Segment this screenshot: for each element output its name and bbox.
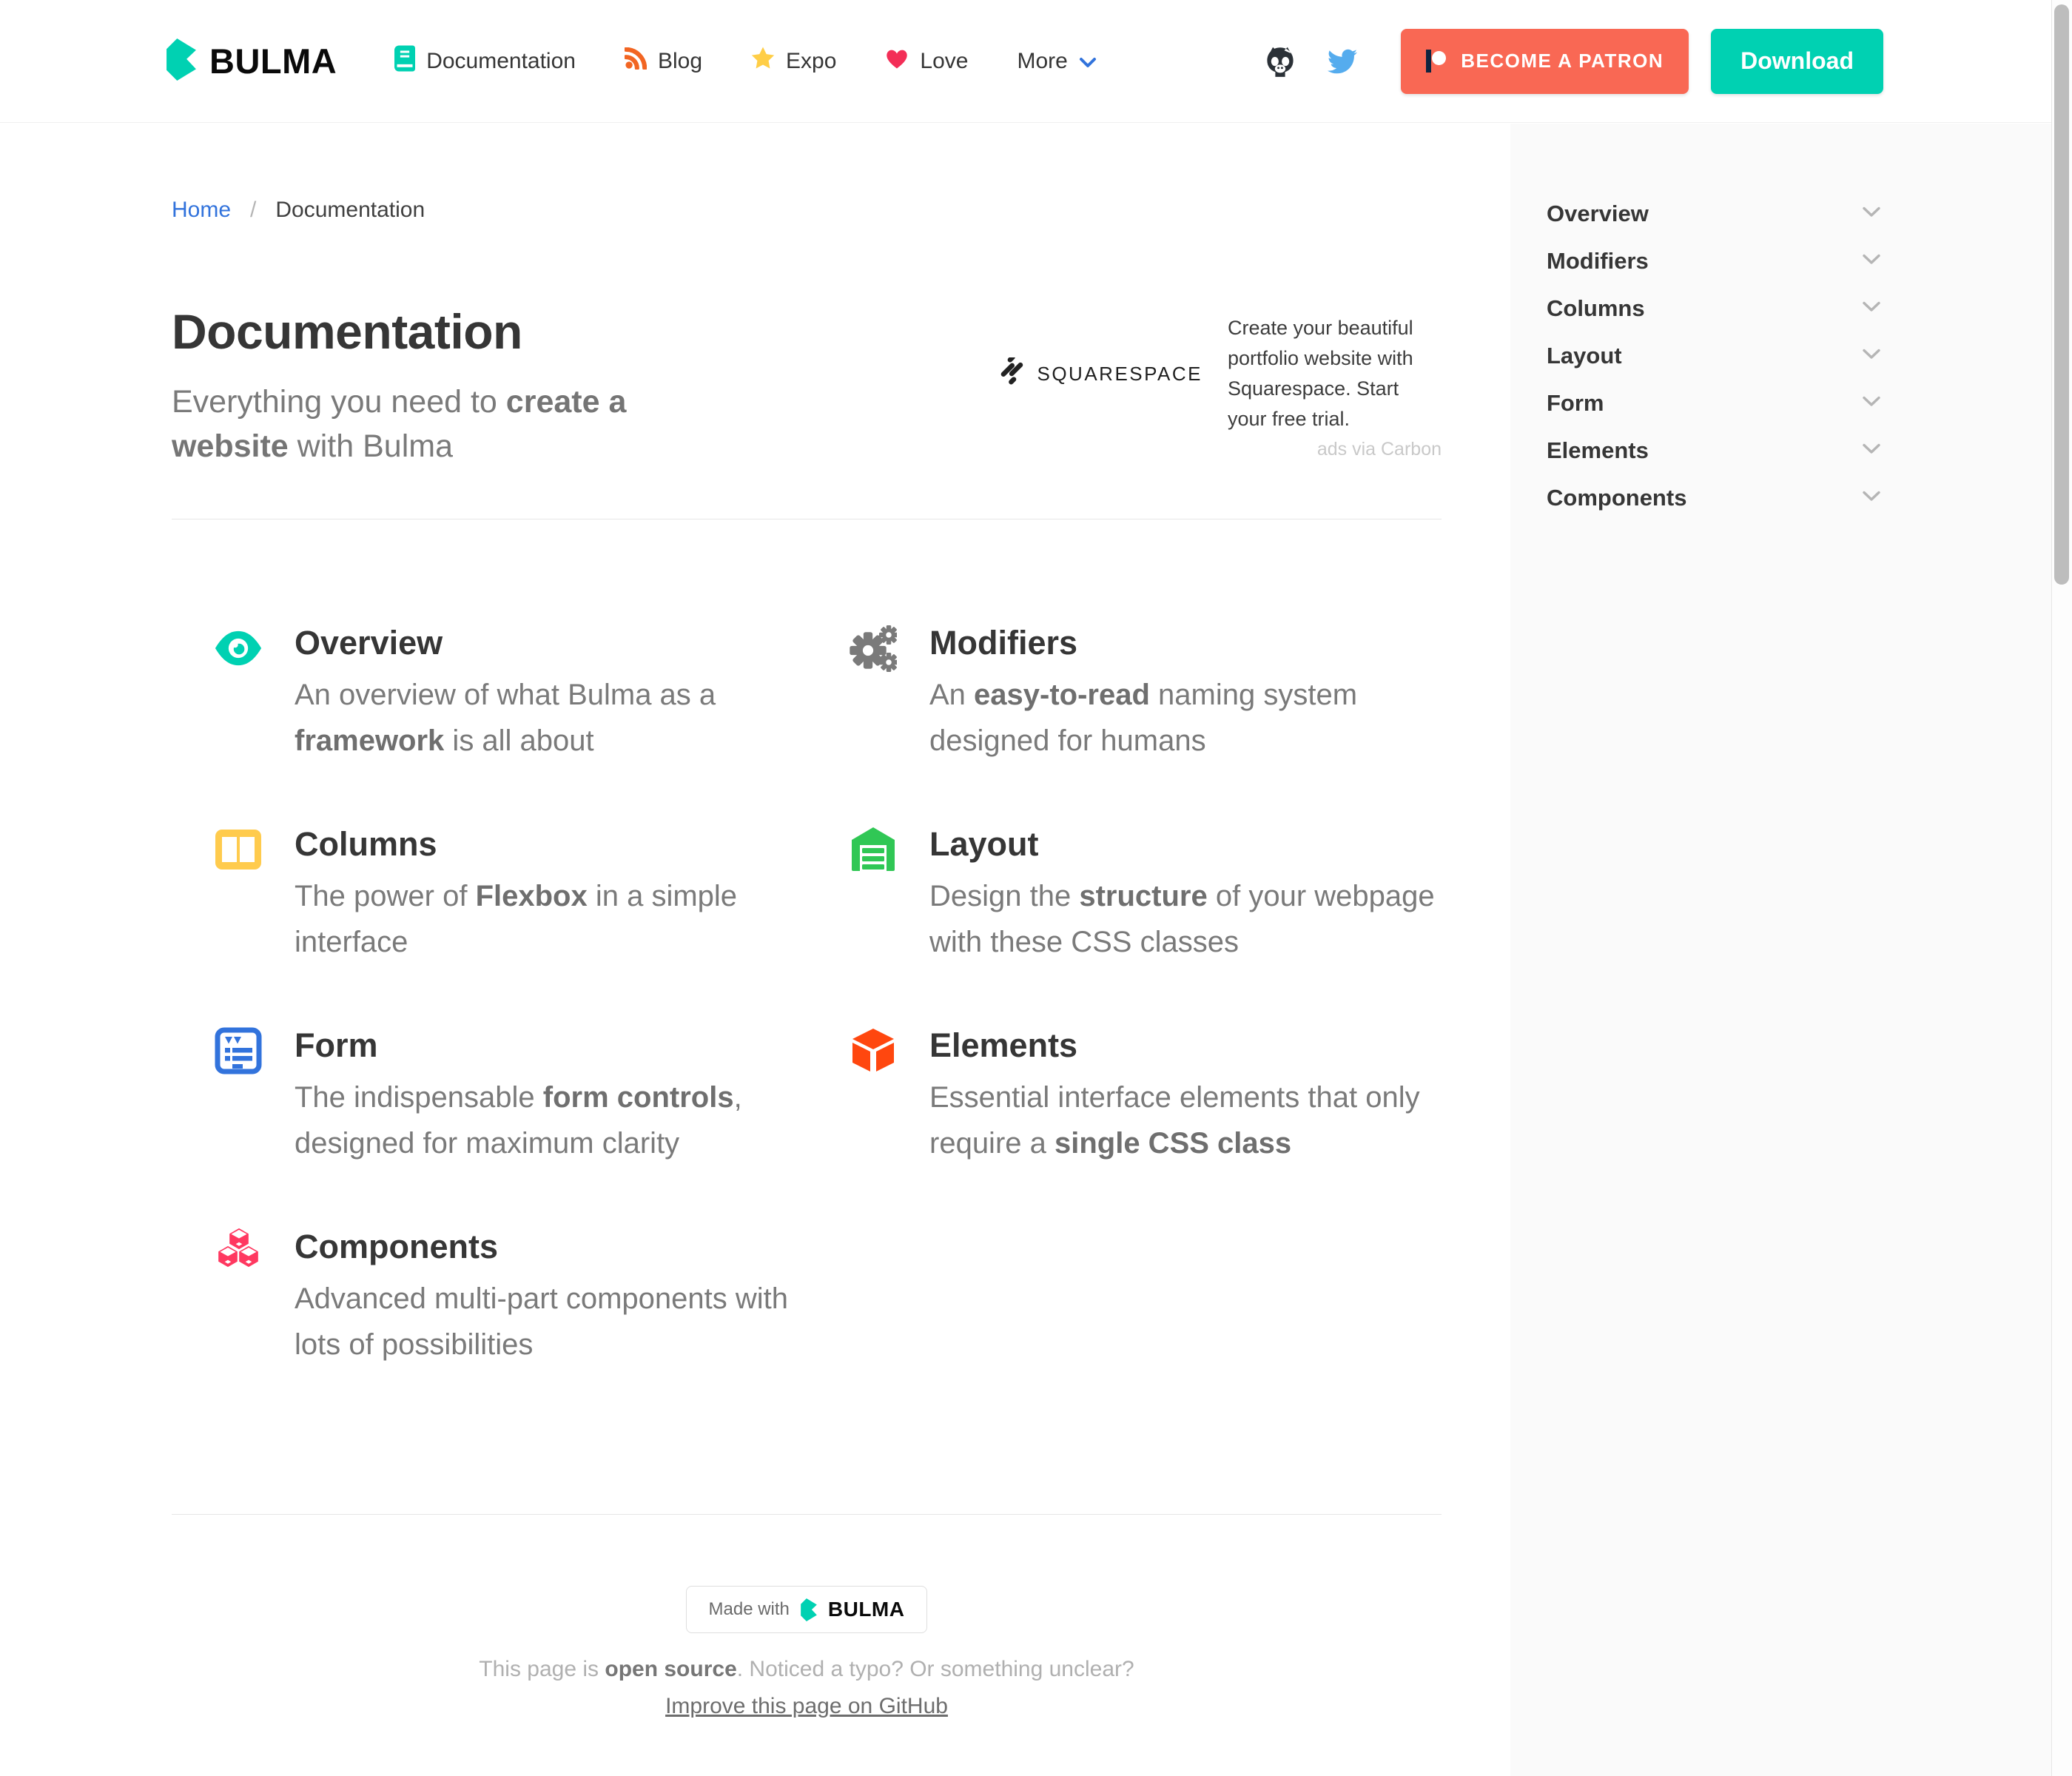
header-row: [172, 304, 1442, 468]
card-text: [929, 623, 1447, 764]
sidebar-item-layout[interactable]: [1547, 332, 1881, 380]
desc-text: , designed for maximum clarity: [295, 1081, 742, 1160]
sidebar-item-components[interactable]: [1547, 474, 1881, 522]
nav-item-more[interactable]: [1017, 49, 1096, 74]
sidebar: [1510, 124, 2072, 1776]
desc-text: Essential interface elements that only require a: [929, 1081, 1420, 1160]
card-elements[interactable]: [850, 1026, 1484, 1227]
chevron-down-icon[interactable]: [1862, 491, 1881, 505]
nav-label: Documentation: [426, 48, 576, 73]
chevron-down-icon[interactable]: [1862, 443, 1881, 458]
desc-bold: structure: [1079, 880, 1208, 913]
heart-icon: [885, 47, 909, 75]
nav-item-love[interactable]: [885, 47, 968, 75]
book-icon: [394, 45, 415, 78]
card-desc: [929, 873, 1447, 965]
card-overview[interactable]: [215, 623, 850, 824]
docs-grid: [172, 623, 1442, 1428]
sidebar-item-elements[interactable]: [1547, 427, 1881, 474]
scrollbar-track[interactable]: [2051, 0, 2072, 1776]
badge-brand: BULMA: [827, 1598, 905, 1621]
squarespace-logo: [1009, 357, 1202, 391]
title-block: [172, 304, 712, 468]
desc-text: of your webpage with these CSS classes: [929, 880, 1435, 959]
carbon-ad: [1009, 313, 1442, 468]
twitter-icon[interactable]: [1325, 47, 1359, 76]
subtitle-text: with Bulma: [288, 428, 453, 465]
card-text: [295, 1227, 813, 1368]
breadcrumb-separator: /: [250, 198, 257, 222]
desc-text: The power of: [295, 880, 476, 913]
chevron-down-icon[interactable]: [1862, 206, 1881, 221]
github-icon[interactable]: [1263, 45, 1297, 78]
desc-bold: easy-to-read: [974, 679, 1150, 712]
sidebar-label: Overview: [1547, 201, 1649, 226]
card-title: Modifiers: [929, 624, 1078, 662]
card-text: [295, 824, 813, 965]
desc-bold: framework: [295, 724, 445, 758]
patreon-icon: [1426, 50, 1446, 73]
card-text: [295, 623, 813, 764]
nav-item-expo[interactable]: [751, 47, 836, 75]
breadcrumb-current: Documentation: [275, 198, 426, 222]
desc-text: naming system designed for humans: [929, 679, 1358, 758]
breadcrumb: [172, 198, 1442, 223]
nav-label: Love: [920, 48, 969, 73]
sidebar-label: Elements: [1547, 437, 1649, 463]
navbar-links: [394, 45, 1097, 78]
page-title: Documentation: [172, 304, 522, 359]
card-desc: [929, 1074, 1447, 1166]
sidebar-label: Form: [1547, 390, 1604, 416]
desc-text: The indispensable: [295, 1081, 543, 1114]
navbar: [0, 0, 2072, 123]
become-patron-button[interactable]: [1401, 29, 1689, 94]
card-desc: [295, 1276, 813, 1368]
desc-text: in a simple interface: [295, 880, 738, 959]
eye-icon: [215, 625, 262, 672]
card-text: [929, 824, 1447, 965]
scrollbar-thumb[interactable]: [2054, 4, 2069, 585]
warehouse-icon: [850, 826, 897, 873]
card-desc: [929, 672, 1447, 764]
brand-name: BULMA: [209, 41, 337, 81]
card-form[interactable]: [215, 1026, 850, 1227]
form-icon: [215, 1027, 262, 1074]
star-icon: [751, 47, 775, 75]
sidebar-label: Layout: [1547, 343, 1622, 369]
ads-via-carbon-link[interactable]: ads via Carbon: [1316, 439, 1442, 460]
sidebar-item-columns[interactable]: [1547, 285, 1881, 332]
nav-item-blog[interactable]: [625, 47, 702, 75]
card-title: Form: [295, 1026, 378, 1065]
card-text: [929, 1026, 1447, 1166]
note-text: This page is: [479, 1657, 605, 1682]
bulma-logo-icon: [166, 38, 196, 84]
bulma-logo-icon: [801, 1598, 817, 1621]
card-title: Overview: [295, 624, 443, 662]
desc-text: Design the: [929, 880, 1080, 913]
card-desc: [295, 1074, 813, 1166]
sidebar-item-overview[interactable]: [1547, 190, 1881, 238]
desc-text: An overview of what Bulma as a: [295, 679, 716, 712]
download-button[interactable]: [1711, 29, 1883, 94]
main-content: [0, 124, 1510, 1776]
card-modifiers[interactable]: [850, 623, 1484, 824]
sidebar-label: Modifiers: [1547, 248, 1649, 274]
sidebar-label: Components: [1547, 485, 1687, 511]
patron-label: BECOME A PATRON: [1461, 50, 1664, 72]
desc-text: is all about: [444, 724, 594, 758]
card-title: Components: [295, 1228, 498, 1266]
note-text: . Noticed a typo? Or something unclear?: [736, 1657, 1134, 1682]
chevron-down-icon: [1079, 49, 1097, 74]
columns-icon: [215, 826, 262, 873]
sidebar-menu: [1547, 190, 1881, 522]
cubes-icon: [215, 1228, 262, 1276]
gears-icon: [850, 625, 897, 672]
ad-text[interactable]: Create your beautiful portfolio website with Squarespace. Start your free trial.: [1228, 317, 1413, 430]
card-text: [295, 1026, 813, 1166]
open-source-note: [172, 1657, 1442, 1682]
page-footer: [172, 1515, 1442, 1719]
navbar-right: [1263, 29, 1883, 94]
cube-icon: [850, 1027, 897, 1074]
card-desc: [295, 873, 813, 965]
chevron-down-icon[interactable]: [1862, 301, 1881, 316]
card-layout[interactable]: [850, 824, 1484, 1026]
desc-text: Advanced multi-part components with lots of possibilities: [295, 1282, 788, 1362]
nav-label: More: [1017, 48, 1068, 73]
card-title: Elements: [929, 1026, 1078, 1065]
nav-item-documentation[interactable]: [394, 45, 576, 78]
chevron-down-icon[interactable]: [1862, 254, 1881, 269]
bulma-logo[interactable]: [166, 38, 337, 84]
rss-icon: [625, 47, 647, 75]
note-bold: open source: [605, 1657, 737, 1682]
desc-bold: form controls: [542, 1081, 734, 1114]
desc-bold: single CSS class: [1054, 1127, 1292, 1160]
squarespace-icon: [1000, 357, 1028, 391]
squarespace-wordmark: SQUARESPACE: [1037, 362, 1202, 385]
nav-label: Expo: [786, 48, 837, 73]
sidebar-item-modifiers[interactable]: [1547, 238, 1881, 285]
chevron-down-icon[interactable]: [1862, 349, 1881, 363]
sidebar-label: Columns: [1547, 295, 1645, 321]
carbon-ad-body[interactable]: [1009, 313, 1442, 434]
page-body: [0, 124, 2072, 1776]
made-with-label: Made with: [708, 1599, 790, 1620]
subtitle-bold: create a website: [172, 383, 627, 465]
page-subtitle: [172, 380, 712, 468]
card-title: Layout: [929, 825, 1039, 864]
improve-page-github-link[interactable]: Improve this page on GitHub: [665, 1694, 948, 1719]
card-desc: [295, 672, 813, 764]
made-with-bulma-badge[interactable]: [686, 1586, 928, 1633]
card-title: Columns: [295, 825, 437, 864]
nav-label: Blog: [657, 48, 703, 73]
download-label: Download: [1740, 47, 1854, 74]
sidebar-item-form[interactable]: [1547, 380, 1881, 427]
subtitle-text: Everything you need to: [172, 383, 506, 420]
card-columns[interactable]: [215, 824, 850, 1026]
breadcrumb-home-link[interactable]: Home: [172, 198, 232, 222]
card-components[interactable]: [215, 1227, 850, 1428]
desc-text: An: [929, 679, 975, 712]
desc-bold: Flexbox: [475, 880, 588, 913]
chevron-down-icon[interactable]: [1862, 396, 1881, 411]
